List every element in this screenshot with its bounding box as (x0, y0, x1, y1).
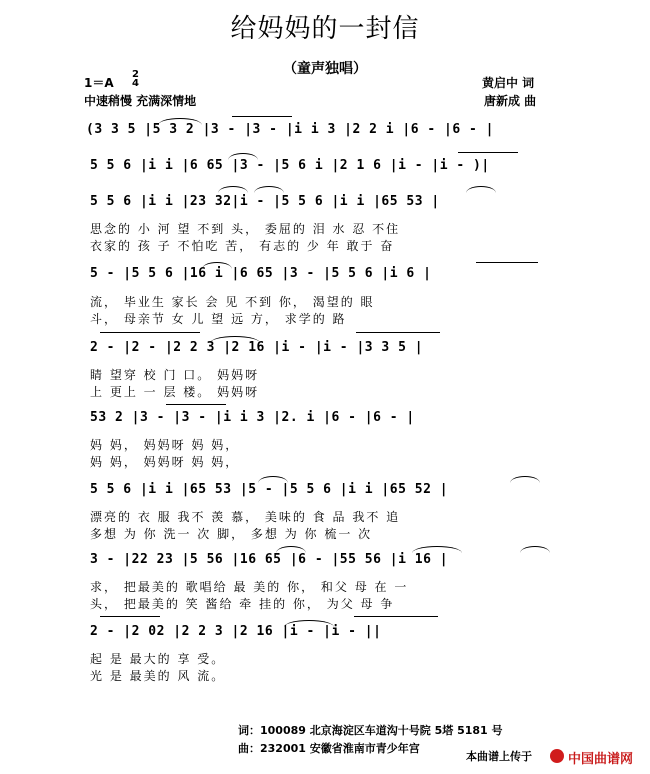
tempo-marking: 中速稍慢 充满深情地 (84, 94, 197, 108)
key-signature: 1＝A (84, 76, 114, 90)
site-logo[interactable] (550, 746, 650, 768)
lyrics-row-5-verse-2: 上 更上 一 层 楼。 妈妈呀 (90, 385, 260, 399)
score-row-7: 5 5 6 |i i |65 53 |5 - |5 5 6 |i i |65 52 | (90, 482, 449, 497)
site-logo-icon (550, 749, 564, 763)
score-row-8: 3 - |22 23 |5 56 |16 65 |6 - |55 56 |i 16 | (90, 552, 449, 567)
site-logo-text: 中国曲谱网 (568, 752, 634, 767)
lyrics-row-9-verse-1: 起 是 最大的 享 受。 (90, 652, 226, 666)
composer-credit: 唐新成 曲 (484, 94, 537, 108)
lyrics-row-4-verse-1: 流， 毕业生 家长 会 见 不到 你， 渴望的 眼 (90, 295, 375, 309)
score-row-5: 2 - |2 - |2 2 3 |2 16 |i - |i - |3 3 5 | (90, 340, 424, 355)
lyrics-row-9-verse-2: 光 是 最美的 风 流。 (90, 669, 226, 683)
composer-address: 曲：232001 安徽省淮南市青少年宫 (238, 742, 420, 755)
song-title: 给妈妈的一封信 (230, 14, 420, 44)
lyrics-row-6-verse-1: 妈 妈， 妈妈呀 妈 妈， (90, 438, 240, 452)
score-row-4: 5 - |5 5 6 |16 i |6 65 |3 - |5 5 6 |i 6 | (90, 266, 432, 281)
lyrics-row-5-verse-1: 睛 望穿 校 门 口。 妈妈呀 (90, 368, 260, 382)
lyrics-row-7-verse-2: 多想 为 你 洗一 次 脚， 多想 为 你 梳一 次 (90, 527, 373, 541)
time-signature-top: 2 (132, 69, 139, 80)
time-signature-bottom: 4 (132, 78, 139, 89)
song-subtitle: （童声独唱） (283, 61, 367, 77)
lyricist-address: 词：100089 北京海淀区车道沟十号院 5塔 5181 号 (238, 724, 503, 737)
lyrics-row-6-verse-2: 妈 妈， 妈妈呀 妈 妈， (90, 455, 240, 469)
lyrics-row-7-verse-1: 漂亮的 衣 服 我不 羡 慕， 美味的 食 品 我不 追 (90, 510, 401, 524)
lyrics-row-3-verse-1: 思念的 小 河 望 不到 头， 委屈的 泪 水 忍 不住 (90, 222, 401, 236)
lyricist-credit: 黄启中 词 (482, 76, 535, 90)
upload-note: 本曲谱上传于 (466, 750, 532, 763)
score-row-9: 2 - |2 02 |2 2 3 |2 16 |i - |i - || (90, 624, 382, 639)
lyrics-row-3-verse-2: 衣家的 孩 子 不怕吃 苦， 有志的 少 年 敢于 奋 (90, 239, 395, 253)
lyrics-row-8-verse-2: 头， 把最美的 笑 酱给 牵 挂的 你， 为父 母 争 (90, 597, 395, 611)
score-row-6: 53 2 |3 - |3 - |i i 3 |2. i |6 - |6 - | (90, 410, 415, 425)
score-row-2: 5 5 6 |i i |6 65 |3 - |5 6 i |2 1 6 |i - |i - )| (90, 158, 490, 173)
time-signature (132, 70, 139, 88)
lyrics-row-4-verse-2: 斗， 母亲节 女 儿 望 远 方， 求学的 路 (90, 312, 347, 326)
score-row-3: 5 5 6 |i i |23 32|i - |5 5 6 |i i |65 53 | (90, 194, 440, 209)
score-row-1: (3 3 5 |5 3 2 |3 - |3 - |i i 3 |2 2 i |6 - |6 - | (86, 122, 495, 137)
lyrics-row-8-verse-1: 求， 把最美的 歌唱给 最 美的 你， 和父 母 在 一 (90, 580, 409, 594)
